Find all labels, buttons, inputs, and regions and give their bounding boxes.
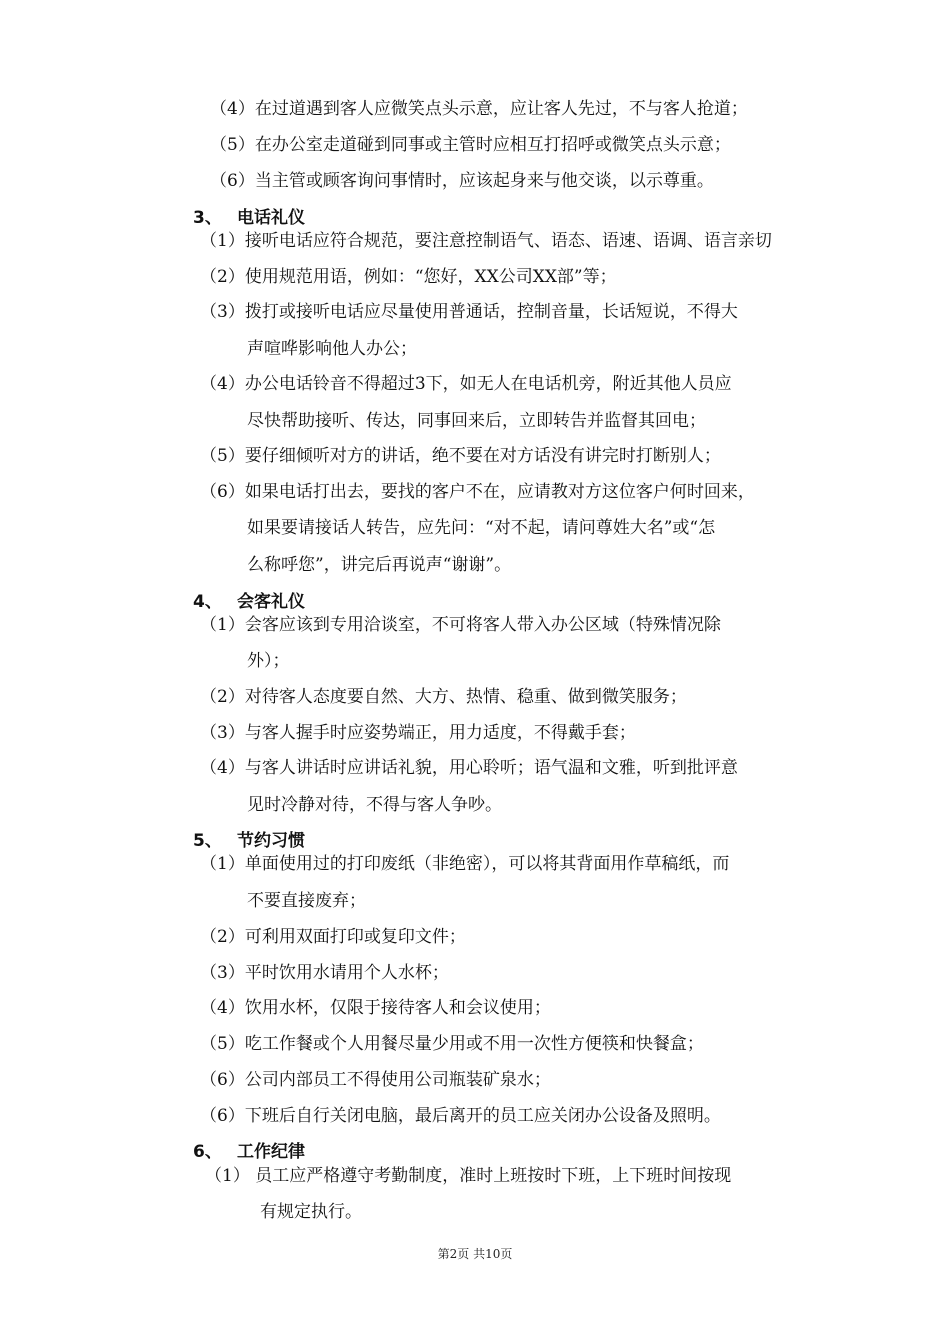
list-item: （4）饮用水杯，仅限于接待客人和会议使用； — [200, 998, 551, 1018]
list-item: （1） 员工应严格遵守考勤制度，准时上班按时下班，上下班时间按现 — [205, 1166, 732, 1186]
list-item-continuation: 么称呼您”，讲完后再说声“谢谢”。 — [247, 555, 512, 575]
list-item-continuation: 声喧哗影响他人办公； — [247, 339, 417, 359]
list-item-continuation: 如果要请接话人转告，应先问：“对不起，请问尊姓大名”或“怎 — [247, 518, 716, 538]
list-item-continuation: 有规定执行。 — [260, 1202, 362, 1222]
list-item: （2）对待客人态度要自然、大方、热情、稳重、做到微笑服务； — [200, 687, 687, 707]
list-item: （5）吃工作餐或个人用餐尽量少用或不用一次性方便筷和快餐盒； — [200, 1034, 704, 1054]
list-item-continuation: 外）； — [247, 651, 290, 671]
section-title: 节约习惯 — [237, 831, 305, 851]
section-number: 4、 — [193, 592, 222, 612]
list-item-continuation: 不要直接废弃； — [247, 891, 366, 911]
list-item: （2）使用规范用语，例如：“您好，XX公司XX部”等； — [200, 267, 617, 287]
section-heading-telephone — [193, 206, 305, 230]
list-item: （3）平时饮用水请用个人水杯； — [200, 963, 449, 983]
section-number: 3、 — [193, 208, 222, 228]
list-item: （1）接听电话应符合规范，要注意控制语气、语态、语速、语调、语言亲切 — [200, 231, 772, 251]
list-item: （4）与客人讲话时应讲话礼貌，用心聆听；语气温和文雅，听到批评意 — [200, 758, 738, 778]
list-item: （3）与客人握手时应姿势端正，用力适度，不得戴手套； — [200, 723, 636, 743]
list-item: （6）当主管或顾客询问事情时，应该起身来与他交谈，以示尊重。 — [210, 171, 714, 191]
list-item: （1）单面使用过的打印废纸（非绝密），可以将其背面用作草稿纸，而 — [200, 854, 730, 874]
section-heading-saving — [193, 829, 305, 853]
section-heading-reception — [193, 590, 305, 614]
page-footer: 第2页 共10页 — [437, 1247, 513, 1261]
list-item: （3）拨打或接听电话应尽量使用普通话，控制音量，长话短说，不得大 — [200, 302, 738, 322]
section-number: 6、 — [193, 1142, 222, 1162]
list-item: （4）办公电话铃音不得超过3下，如无人在电话机旁，附近其他人员应 — [200, 374, 732, 394]
list-item: （6）如果电话打出去，要找的客户不在，应请教对方这位客户何时回来， — [200, 482, 755, 502]
list-item: （6）下班后自行关闭电脑，最后离开的员工应关闭办公设备及照明。 — [200, 1106, 721, 1126]
section-title: 电话礼仪 — [237, 208, 305, 228]
section-title: 工作纪律 — [237, 1142, 305, 1162]
list-item: （5）要仔细倾听对方的讲话，绝不要在对方话没有讲完时打断别人； — [200, 446, 721, 466]
section-heading-discipline — [193, 1140, 305, 1164]
list-item: （2）可利用双面打印或复印文件； — [200, 927, 466, 947]
section-title: 会客礼仪 — [237, 592, 305, 612]
section-number: 5、 — [193, 831, 222, 851]
list-item-continuation: 尽快帮助接听、传达，同事回来后，立即转告并监督其回电； — [247, 411, 706, 431]
list-item: （5）在办公室走道碰到同事或主管时应相互打招呼或微笑点头示意； — [210, 135, 731, 155]
list-item: （1）会客应该到专用洽谈室，不可将客人带入办公区域（特殊情况除 — [200, 615, 721, 635]
list-item: （6）公司内部员工不得使用公司瓶装矿泉水； — [200, 1070, 551, 1090]
list-item: （4）在过道遇到客人应微笑点头示意，应让客人先过，不与客人抢道； — [210, 99, 748, 119]
list-item-continuation: 见时冷静对待，不得与客人争吵。 — [247, 795, 502, 815]
